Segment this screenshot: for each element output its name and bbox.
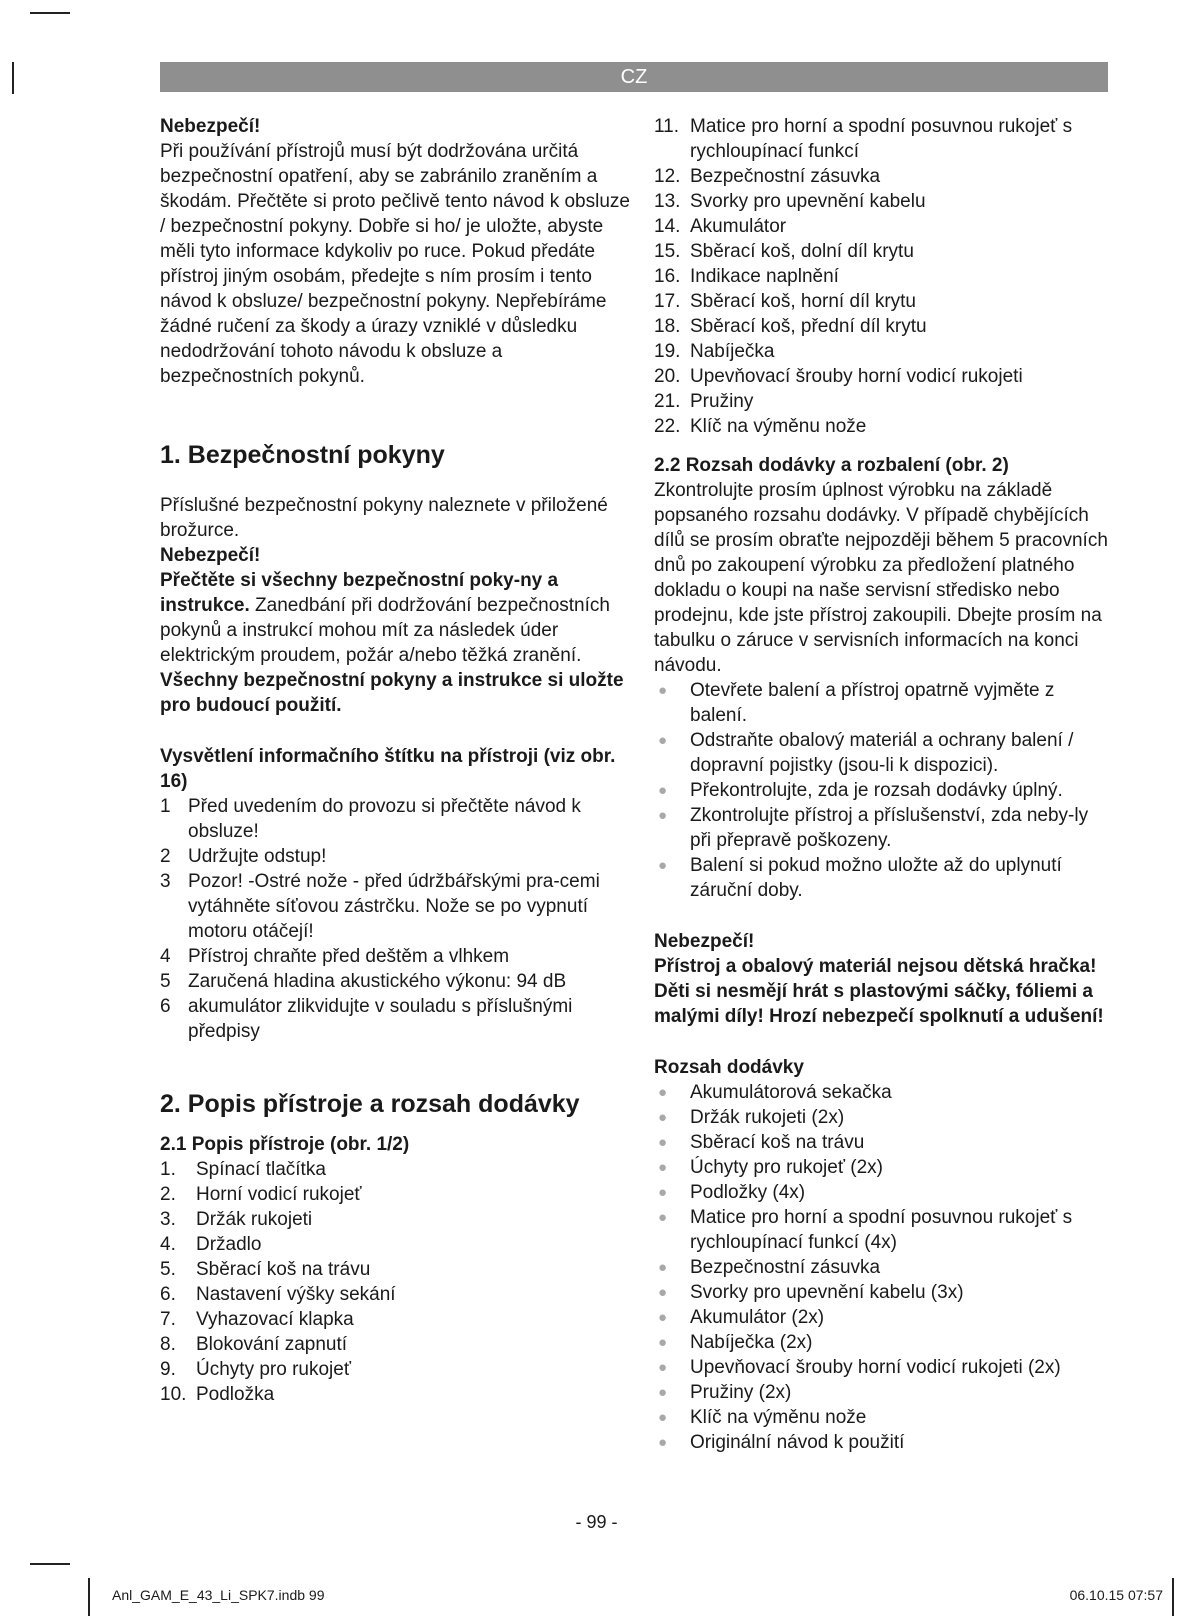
section-1-title: 1. Bezpečnostní pokyny: [160, 441, 445, 469]
scope-item: [654, 1380, 1112, 1405]
part-item-number: 8.: [160, 1334, 176, 1355]
part-item: [160, 1157, 630, 1182]
part-item: [654, 164, 1112, 189]
scope-item: [654, 1155, 1112, 1180]
label-item-number: 6: [160, 996, 171, 1017]
label-item-text: Přístroj chraňte před deštěm a vlhkem: [188, 946, 510, 967]
right-column: [654, 114, 1112, 1455]
part-item: [654, 239, 1112, 264]
unpack-step-text: Zkontrolujte přístroj a příslušenství, zda neby-ly při přepravě poškozeny.: [690, 805, 1089, 851]
part-item: [160, 1382, 630, 1407]
bullet-icon: ●: [658, 1209, 668, 1226]
parts-list: [160, 1157, 630, 1407]
part-item: [160, 1257, 630, 1282]
part-item-number: 1.: [160, 1159, 176, 1180]
part-item: [160, 1332, 630, 1357]
label-item-text: Před uvedením do provozu si přečtěte návod k obsluze!: [188, 796, 581, 842]
part-item: [654, 414, 1112, 439]
part-item-text: Akumulátor: [690, 216, 787, 237]
scope-item: [654, 1355, 1112, 1380]
scope-item: [654, 1105, 1112, 1130]
unpack-step: [654, 678, 1112, 728]
bullet-icon: ●: [658, 807, 668, 824]
bullet-icon: ●: [658, 782, 668, 799]
label-item-number: 3: [160, 871, 171, 892]
scope-item: [654, 1405, 1112, 1430]
warning-bold-2: Všechny bezpečnostní pokyny a instrukce si uložte pro budoucí použití.: [160, 670, 624, 716]
part-item-text: Horní vodicí rukojeť: [196, 1184, 362, 1205]
section-2-title: 2. Popis přístroje a rozsah dodávky: [160, 1090, 580, 1118]
bullet-icon: ●: [658, 1159, 668, 1176]
bullet-icon: ●: [658, 1384, 668, 1401]
section-1-intro: Příslušné bezpečnostní pokyny naleznete v přiložené brožurce.: [160, 495, 608, 541]
part-item-number: 13.: [654, 191, 681, 212]
label-item: [160, 869, 630, 944]
label-item: [160, 944, 630, 969]
part-item-number: 11.: [654, 116, 680, 137]
part-item-text: Úchyty pro rukojeť: [196, 1359, 351, 1380]
scope-title: Rozsah dodávky: [654, 1057, 804, 1078]
bullet-icon: ●: [658, 1309, 668, 1326]
label-item: [160, 794, 630, 844]
part-item-number: 9.: [160, 1359, 176, 1380]
scope-item: [654, 1130, 1112, 1155]
scope-item: [654, 1205, 1112, 1255]
label-item-text: Zaručená hladina akustického výkonu: 94 dB: [188, 971, 567, 992]
scope-item-text: Akumulátor (2x): [690, 1307, 825, 1328]
parts-list-continued: [654, 114, 1112, 439]
scope-item-text: Držák rukojeti (2x): [690, 1107, 845, 1128]
part-item: [654, 214, 1112, 239]
part-item-text: Upevňovací šrouby horní vodicí rukojeti: [690, 366, 1023, 387]
scope-list: [654, 1080, 1112, 1455]
label-item-number: 2: [160, 846, 171, 867]
section-1-warning: [160, 568, 630, 718]
rating-label-list: [160, 794, 630, 1044]
label-item-text: Udržujte odstup!: [188, 846, 327, 867]
part-item-text: Bezpečnostní zásuvka: [690, 166, 881, 187]
part-item-text: Nastavení výšky sekání: [196, 1284, 396, 1305]
part-item: [654, 289, 1112, 314]
scope-item-text: Matice pro horní a spodní posuvnou rukojeť s rychloupínací funkcí (4x): [690, 1207, 1073, 1253]
language-header-bar: [160, 62, 1108, 92]
warning-bold-1: Přečtěte si všechny bezpečnostní poky-ny a instrukce.: [160, 570, 559, 616]
part-item-number: 12.: [654, 166, 681, 187]
part-item-number: 22.: [654, 416, 681, 437]
left-column: [160, 114, 630, 1407]
part-item-number: 7.: [160, 1309, 176, 1330]
danger-body: Při používání přístrojů musí být dodržována určitá bezpečnostní opatření, aby se zabránilo zraněním a škodám. Přečtěte si proto pečlivě tento návod k obsluze / bezpečnostní pokyny. Dobře si ho/ je uložte, abyste měli tyto informace kdykoliv po ruce. Pokud předáte přístroj jiným osobám, předejte s ním prosím i tento návod k obsluze/ bezpečnostní pokyny. Nepřebíráme žádné ručení za škody a úrazy vzniklé v důsledku nedodržování tohoto návodu k obsluze a bezpečnostních pokynů.: [160, 141, 630, 387]
bullet-icon: ●: [658, 1284, 668, 1301]
part-item: [654, 364, 1112, 389]
unpack-step: [654, 853, 1112, 903]
part-item: [160, 1182, 630, 1207]
scope-item-text: Pružiny (2x): [690, 1382, 792, 1403]
crop-mark: [1172, 1578, 1174, 1616]
warning-text-1: Zanedbání při dodržování bezpečnostních pokynů a instrukcí mohou mít za následek úder elektrickým proudem, požár a/nebo těžká zranění.: [160, 595, 610, 666]
part-item-number: 21.: [654, 391, 681, 412]
scope-item-text: Svorky pro upevnění kabelu (3x): [690, 1282, 964, 1303]
part-item-text: Pružiny: [690, 391, 754, 412]
part-item-number: 16.: [654, 266, 681, 287]
section-2-2-body: Zkontrolujte prosím úplnost výrobku na základě popsaného rozsahu dodávky. V případě chybějících dílů se prosím obraťte nejpozději během 5 pracovních dnů po zakoupení výrobku za předložení platného dokladu o koupi na naše servisní středisko nebo prodejnu, kde jste přístroj zakoupili. Dbejte prosím na tabulku o záruce v servisních informacích na konci návodu.: [654, 480, 1108, 676]
part-item-text: Sběrací koš, horní díl krytu: [690, 291, 916, 312]
label-item-number: 5: [160, 971, 171, 992]
part-item-text: Podložka: [196, 1384, 275, 1405]
part-item: [160, 1357, 630, 1382]
label-item: [160, 994, 630, 1044]
footer-date: 06.10.15 07:57: [1069, 1587, 1163, 1603]
crop-mark: [30, 12, 70, 14]
part-item-text: Držák rukojeti: [196, 1209, 313, 1230]
scope-item: [654, 1180, 1112, 1205]
unpack-step: [654, 803, 1112, 853]
danger-2-body: Přístroj a obalový materiál nejsou dětská hračka! Děti si nesmějí hrát s plastovými sáčky, fóliemi a malými díly! Hrozí nebezpečí spolknutí a udušení!: [654, 956, 1104, 1027]
bullet-icon: ●: [658, 1134, 668, 1151]
crop-mark: [30, 1563, 70, 1565]
part-item: [654, 314, 1112, 339]
part-item: [160, 1307, 630, 1332]
section-2-2-title: 2.2 Rozsah dodávky a rozbalení (obr. 2): [654, 455, 1009, 476]
scope-item-text: Originální návod k použití: [690, 1432, 905, 1453]
bullet-icon: ●: [658, 1259, 668, 1276]
scope-item-text: Upevňovací šrouby horní vodicí rukojeti (2x): [690, 1357, 1061, 1378]
part-item-text: Sběrací koš, dolní díl krytu: [690, 241, 914, 262]
bullet-icon: ●: [658, 682, 668, 699]
crop-mark: [12, 62, 14, 94]
footer-file: Anl_GAM_E_43_Li_SPK7.indb 99: [112, 1587, 325, 1603]
scope-item-text: Akumulátorová sekačka: [690, 1082, 892, 1103]
part-item: [160, 1282, 630, 1307]
part-item-number: 5.: [160, 1259, 176, 1280]
scope-item-text: Bezpečnostní zásuvka: [690, 1257, 881, 1278]
bullet-icon: ●: [658, 732, 668, 749]
part-item-text: Blokování zapnutí: [196, 1334, 348, 1355]
unpack-steps-list: [654, 678, 1112, 903]
part-item: [160, 1232, 630, 1257]
part-item-text: Indikace naplnění: [690, 266, 839, 287]
part-item-number: 6.: [160, 1284, 176, 1305]
unpack-step: [654, 728, 1112, 778]
scope-item: [654, 1280, 1112, 1305]
bullet-icon: ●: [658, 1334, 668, 1351]
part-item-number: 3.: [160, 1209, 176, 1230]
part-item-number: 17.: [654, 291, 681, 312]
part-item-text: Sběrací koš na trávu: [196, 1259, 371, 1280]
part-item-number: 10.: [160, 1384, 187, 1405]
scope-item: [654, 1080, 1112, 1105]
unpack-step-text: Překontrolujte, zda je rozsah dodávky úplný.: [690, 780, 1063, 801]
unpack-step-text: Odstraňte obalový materiál a ochrany balení / dopravní pojistky (jsou-li k dispozici).: [690, 730, 1074, 776]
part-item-number: 20.: [654, 366, 681, 387]
danger-2-title: Nebezpečí!: [654, 931, 755, 952]
unpack-step-text: Otevřete balení a přístroj opatrně vyjměte z balení.: [690, 680, 1055, 726]
label-item-text: akumulátor zlikvidujte v souladu s příslušnými předpisy: [188, 996, 573, 1042]
section-1-danger: Nebezpečí!: [160, 545, 261, 566]
scope-item: [654, 1430, 1112, 1455]
scope-item-text: Úchyty pro rukojeť (2x): [690, 1157, 883, 1178]
part-item: [654, 114, 1112, 164]
part-item-text: Vyhazovací klapka: [196, 1309, 354, 1330]
bullet-icon: ●: [658, 1084, 668, 1101]
label-item: [160, 969, 630, 994]
unpack-step-text: Balení si pokud možno uložte až do uplynutí záruční doby.: [690, 855, 1062, 901]
part-item-number: 15.: [654, 241, 681, 262]
part-item-number: 14.: [654, 216, 681, 237]
bullet-icon: ●: [658, 1434, 668, 1451]
part-item-text: Sběrací koš, přední díl krytu: [690, 316, 927, 337]
scope-item-text: Klíč na výměnu nože: [690, 1407, 867, 1428]
part-item-text: Držadlo: [196, 1234, 262, 1255]
crop-mark: [88, 1578, 90, 1616]
bullet-icon: ●: [658, 1109, 668, 1126]
part-item: [654, 389, 1112, 414]
scope-item: [654, 1305, 1112, 1330]
bullet-icon: ●: [658, 1409, 668, 1426]
label-item-text: Pozor! -Ostré nože - před údržbářskými pra-cemi vytáhněte síťovou zástrčku. Nože se po vypnutí motoru otáčejí!: [188, 871, 600, 942]
part-item: [654, 189, 1112, 214]
bullet-icon: ●: [658, 857, 668, 874]
scope-item: [654, 1330, 1112, 1355]
section-2-1-title: 2.1 Popis přístroje (obr. 1/2): [160, 1134, 410, 1155]
label-item: [160, 844, 630, 869]
part-item-number: 19.: [654, 341, 681, 362]
part-item-number: 4.: [160, 1234, 176, 1255]
part-item-text: Nabíječka: [690, 341, 775, 362]
scope-item: [654, 1255, 1112, 1280]
part-item-number: 2.: [160, 1184, 176, 1205]
language-code: CZ: [620, 66, 648, 88]
rating-label-title: Vysvětlení informačního štítku na přístroji (viz obr. 16): [160, 746, 616, 792]
danger-title: Nebezpečí!: [160, 116, 261, 137]
bullet-icon: ●: [658, 1359, 668, 1376]
bullet-icon: ●: [658, 1184, 668, 1201]
label-item-number: 4: [160, 946, 171, 967]
scope-item-text: Nabíječka (2x): [690, 1332, 813, 1353]
unpack-step: [654, 778, 1112, 803]
part-item: [654, 339, 1112, 364]
label-item-number: 1: [160, 796, 171, 817]
part-item-text: Klíč na výměnu nože: [690, 416, 867, 437]
page-number: - 99 -: [575, 1512, 618, 1532]
part-item: [654, 264, 1112, 289]
part-item-text: Svorky pro upevnění kabelu: [690, 191, 926, 212]
scope-item-text: Podložky (4x): [690, 1182, 806, 1203]
part-item: [160, 1207, 630, 1232]
part-item-number: 18.: [654, 316, 681, 337]
part-item-text: Spínací tlačítka: [196, 1159, 326, 1180]
part-item-text: Matice pro horní a spodní posuvnou rukojeť s rychloupínací funkcí: [690, 116, 1073, 162]
scope-item-text: Sběrací koš na trávu: [690, 1132, 865, 1153]
